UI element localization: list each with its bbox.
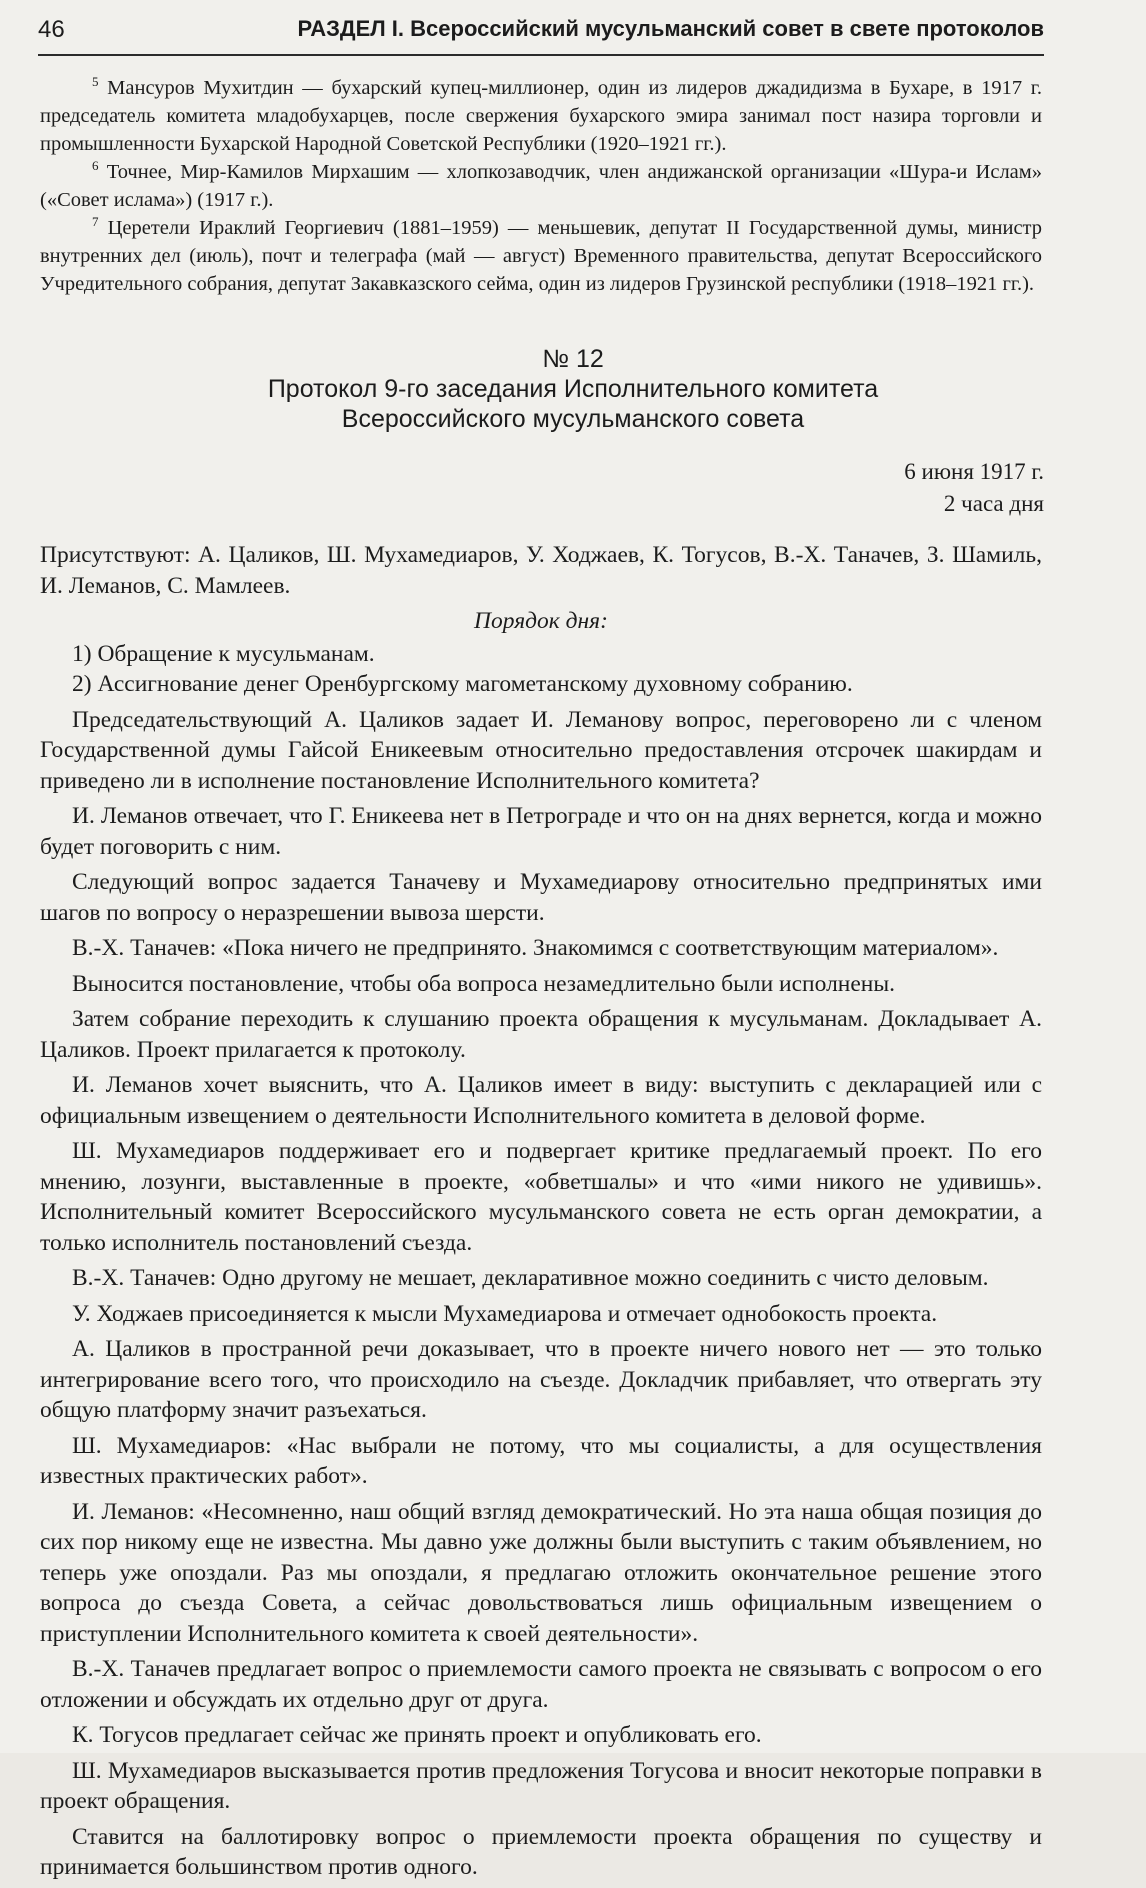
paragraph: Ставится на баллотировку вопрос о приемлемости проекта обращения по существу и принимается большинством против одного. <box>40 1823 1042 1880</box>
attendees: Присутствуют: А. Цаликов, Ш. Мухамедиаров, У. Ходжаев, К. Тогусов, В.-Х. Таначев, З. Шамиль, И. Леманов, С. Мамлеев. <box>40 542 1042 599</box>
document-number: № 12 <box>542 345 604 373</box>
footnote <box>40 74 1042 158</box>
footnote-number: 6 <box>92 158 99 173</box>
paragraph: В.-Х. Таначев предлагает вопрос о приемлемости самого проекта не связывать с вопросом о его отложении и обсуждать их отдельно друг от друга. <box>40 1656 1042 1713</box>
page-number: 46 <box>38 16 65 43</box>
paragraph: В.-Х. Таначев: «Пока ничего не предпринято. Знакомимся с соответствующим материалом». <box>72 935 999 961</box>
paragraph: В.-Х. Таначев: Одно другому не мешает, декларативное можно соединить с чисто деловым. <box>72 1265 989 1291</box>
document-heading <box>0 344 1146 434</box>
paragraph: Следующий вопрос задается Таначеву и Мухамедиарову относительно предпринятых ими шагов по вопросу о неразрешении вывоза шерсти. <box>40 869 1042 926</box>
paragraph: Ш. Мухамедиаров высказывается против предложения Тогусова и вносит некоторые поправки в проект обращения. <box>40 1757 1042 1814</box>
document-title-line2: Всероссийского мусульманского совета <box>341 405 805 433</box>
paragraph: Ш. Мухамедиаров: «Нас выбрали не потому, что мы социалисты, а для осуществления известных практических работ». <box>40 1432 1042 1489</box>
paragraph: Председательствующий А. Цаликов задает И. Леманову вопрос, переговорено ли с членом Государственной думы Гайсой Еникеевым относительно предоставления отсрочек шакирдам и приведено ли в исполнение постановление Исполнительного комитета? <box>40 706 1042 794</box>
footnote <box>40 158 1042 214</box>
paragraph: Ш. Мухамедиаров поддерживает его и подвергает критике предлагаемый проект. По его мнению, лозунги, выставленные в проекте, «обветшалы» и что «ими никого не удивишь». Исполнительный комитет Всероссийского мусульманского совета не есть орган демократии, а только исполнитель постановлений съезда. <box>40 1138 1042 1256</box>
agenda-item: 1) Обращение к мусульманам. <box>72 640 375 667</box>
document-time: 2 часа дня <box>943 491 1044 516</box>
footnotes <box>40 74 1042 298</box>
footnote-text: Мансуров Мухитдин — бухарский купец-миллионер, один из лидеров джадидизма в Бухаре, в 1917 г. председатель комитета младобухарцев, после свержения бухарского эмира занимал пост назира торговли и промышленности Бухарской Народной Советской Республики (1920–1921 гг.). <box>40 77 1043 155</box>
paragraph: У. Ходжаев присоединяется к мысли Мухамедиарова и отмечает однобокость проекта. <box>72 1300 938 1327</box>
agenda-item: 2) Ассигнование денег Оренбургскому магометанскому духовному собранию. <box>72 671 853 697</box>
paragraph: К. Тогусов предлагает сейчас же принять проект и опубликовать его. <box>72 1722 762 1748</box>
footnote-text: Церетели Ираклий Георгиевич (1881–1959) — меньшевик, депутат II Государственной думы, министр внутренних дел (июль), почт и телеграфа (май — август) Временного правительства, депутат Всероссийского Учредительного собрания, депутат Закавказского сейма, один из лидеров Грузинской республики (1918–1921 гг.). <box>40 217 1042 295</box>
footnote <box>40 214 1042 298</box>
paragraph: И. Леманов: «Несомненно, наш общий взгляд демократический. Но эта наша общая позиция до сих пор никому еще не известна. Мы давно уже должны были выступить с таким объявлением, но теперь уже опоздали. Раз мы опоздали, я предлагаю отложить окончательное решение этого вопроса до съезда Совета, а сейчас довольствоваться лишь официальным извещением о приступлении Исполнительного комитета к своей деятельности». <box>40 1498 1042 1647</box>
document-body <box>40 540 1042 1888</box>
paragraph: Затем собрание переходить к слушанию проекта обращения к мусульманам. Докладывает А. Цаликов. Проект прилагается к протоколу. <box>40 1006 1042 1063</box>
agenda-title: Порядок дня: <box>474 608 608 634</box>
footnote-number: 7 <box>92 214 99 229</box>
paragraph: А. Цаликов в пространной речи доказывает, что в проекте ничего нового нет — это только интегрирование всего того, что происходило на съезде. Докладчик прибавляет, что отвергать эту общую платформу значит разъехаться. <box>40 1336 1042 1423</box>
document-date: 6 июня 1917 г. <box>904 459 1044 484</box>
footnote-number: 5 <box>92 74 99 89</box>
page-header <box>38 14 1044 56</box>
date-block <box>904 456 1044 520</box>
paragraph: Выносится постановление, чтобы оба вопроса незамедлительно были исполнены. <box>72 970 896 997</box>
paragraph: И. Леманов отвечает, что Г. Еникеева нет в Петрограде и что он на днях вернется, когда и можно будет поговорить с ним. <box>40 803 1042 860</box>
paragraph: И. Леманов хочет выяснить, что А. Цаликов имеет в виду: выступить с декларацией или с официальным извещением о деятельности Исполнительного комитета в деловой форме. <box>40 1072 1042 1129</box>
document-title-line1: Протокол 9-го заседания Исполнительного комитета <box>267 375 879 403</box>
running-title: РАЗДЕЛ I. Всероссийский мусульманский совет в свете протоколов <box>297 16 1044 41</box>
footnote-text: Точнее, Мир-Камилов Мирхашим — хлопкозаводчик, член андижанской организации «Шура-и Ислам» («Совет ислама») (1917 г.). <box>40 161 1043 211</box>
